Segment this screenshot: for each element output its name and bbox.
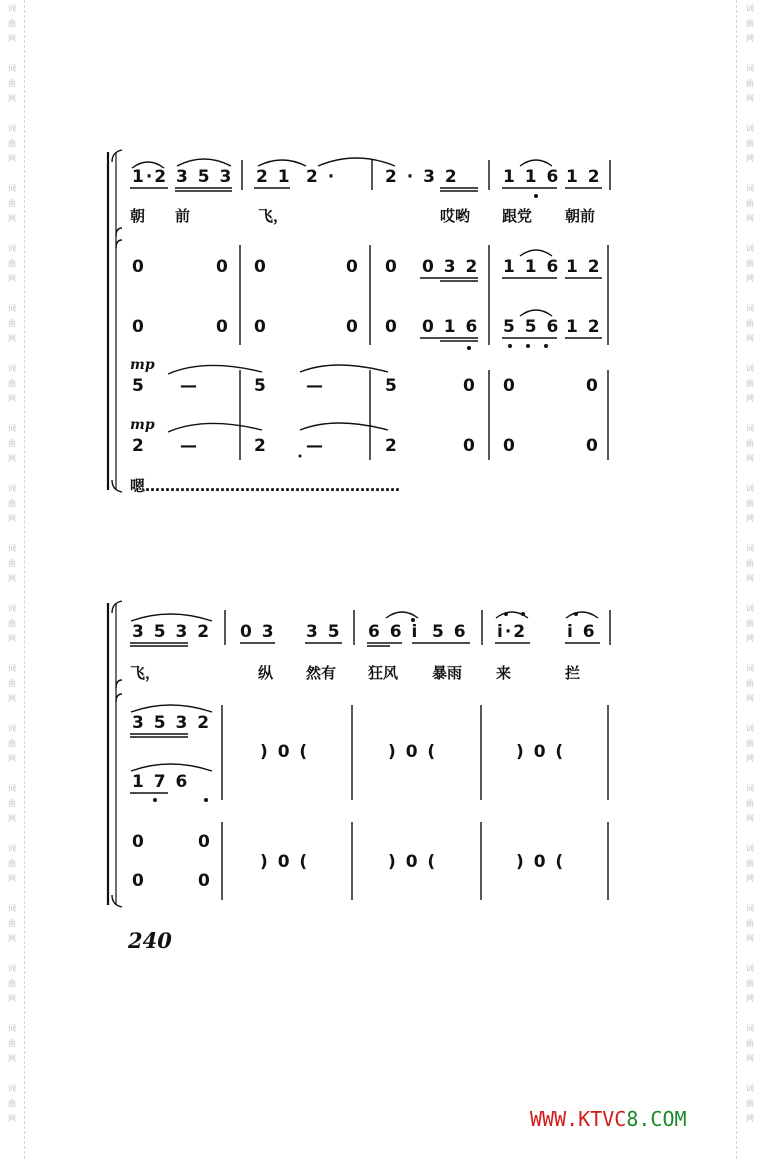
chorus-b-4: 0 (346, 317, 360, 337)
voice-note-6: 1 1 6 (503, 167, 561, 187)
s2-lower-rest-1: 0 (132, 832, 146, 852)
chorus-b-6: 0 1 6 (422, 317, 480, 337)
watermark-glyph: 词 (8, 784, 16, 793)
s2-rest-pattern-6: ) 0 ( (516, 852, 566, 872)
watermark-glyph: 曲 (8, 799, 16, 808)
hum2-rest-1: 0 (463, 436, 477, 456)
voice-note-7: 1 2 (566, 167, 602, 187)
watermark-glyph: 网 (746, 334, 754, 343)
watermark-glyph: 曲 (746, 559, 754, 568)
chorus-b-7: 5 5 6 (503, 317, 561, 337)
watermark-glyph: 曲 (8, 499, 16, 508)
watermark-glyph: 网 (8, 154, 16, 163)
watermark-glyph: 网 (8, 694, 16, 703)
s2-voice-note-3: 3 5 (306, 622, 342, 642)
s2-lower-rest-4: 0 (198, 871, 212, 891)
watermark-glyph: 曲 (8, 439, 16, 448)
s2-rest-pattern-4: ) 0 ( (260, 852, 310, 872)
watermark-glyph: 曲 (8, 1099, 16, 1108)
watermark-glyph: 词 (8, 424, 16, 433)
s2-lyric-2: 纵 (258, 664, 274, 682)
s2-upper-chord-1: 3 5 3 2 (132, 713, 212, 733)
s2-rest-pattern-5: ) 0 ( (388, 852, 438, 872)
hum1-rest-1: 0 (463, 376, 477, 396)
watermark-glyph: 网 (746, 394, 754, 403)
watermark-glyph: 词 (746, 604, 754, 613)
watermark-glyph: 曲 (8, 559, 16, 568)
watermark-glyph: 曲 (8, 259, 16, 268)
watermark-glyph: 曲 (746, 799, 754, 808)
voice-note-1: 1·2 (132, 167, 169, 187)
hum1-note-3: 5 (385, 376, 399, 396)
watermark-glyph: 网 (8, 754, 16, 763)
watermark-glyph: 网 (8, 394, 16, 403)
chorus-a-3: 0 (254, 257, 268, 277)
s2-lower-rest-3: 0 (132, 871, 146, 891)
watermark-glyph: 网 (746, 214, 754, 223)
s2-voice-note-6: i·2 (497, 622, 528, 642)
lyric-6: 朝前 (565, 207, 596, 225)
hum2-note-1: 2 (132, 436, 146, 456)
watermark-glyph: 词 (8, 364, 16, 373)
site-watermark-part2: 8.COM (626, 1107, 687, 1131)
watermark-glyph: 词 (746, 4, 754, 13)
watermark-glyph: 网 (8, 214, 16, 223)
watermark-glyph: 曲 (746, 1099, 754, 1108)
hum1-rest-3: 0 (586, 376, 600, 396)
voice-note-2: 3 5 3 (176, 167, 234, 187)
watermark-glyph: 曲 (746, 739, 754, 748)
watermark-glyph: 词 (746, 124, 754, 133)
watermark-glyph: 网 (746, 514, 754, 523)
watermark-glyph: 词 (746, 1024, 754, 1033)
watermark-glyph: 曲 (746, 259, 754, 268)
watermark-glyph: 网 (8, 874, 16, 883)
watermark-glyph: 词 (8, 244, 16, 253)
watermark-glyph: 网 (746, 274, 754, 283)
watermark-glyph: 词 (8, 64, 16, 73)
watermark-glyph: 网 (8, 334, 16, 343)
s2-rest-pattern-2: ) 0 ( (388, 742, 438, 762)
watermark-glyph: 曲 (746, 679, 754, 688)
watermark-glyph: 词 (8, 904, 16, 913)
watermark-glyph: 词 (746, 424, 754, 433)
watermark-glyph: 网 (8, 994, 16, 1003)
watermark-glyph: 网 (746, 814, 754, 823)
s2-lyric-7: 拦 (565, 664, 581, 682)
watermark-glyph: 网 (8, 34, 16, 43)
watermark-glyph: 词 (8, 4, 16, 13)
s2-voice-note-7: i 6 (567, 622, 597, 642)
s2-lyric-1: 飞， (130, 664, 161, 682)
s2-rest-pattern-3: ) 0 ( (516, 742, 566, 762)
chorus-a-1: 0 (132, 257, 146, 277)
watermark-glyph: 曲 (8, 1039, 16, 1048)
chorus-a-4: 0 (346, 257, 360, 277)
watermark-glyph: 曲 (8, 919, 16, 928)
chorus-a-2: 0 (216, 257, 230, 277)
watermark-glyph: 曲 (8, 139, 16, 148)
watermark-glyph: 词 (746, 1084, 754, 1093)
hum2-dash-1: — (180, 436, 199, 456)
watermark-glyph: 曲 (8, 379, 16, 388)
watermark-glyph: 网 (8, 814, 16, 823)
s2-lyric-4: 狂风 (368, 664, 399, 682)
watermark-glyph: 词 (746, 724, 754, 733)
watermark-glyph: 网 (8, 1114, 16, 1123)
s2-voice-note-2: 0 3 (240, 622, 276, 642)
page-number: 240 (128, 928, 172, 953)
watermark-glyph: 网 (8, 274, 16, 283)
hum1-dash-1: — (180, 376, 199, 396)
watermark-glyph: 词 (746, 64, 754, 73)
watermark-glyph: 曲 (746, 499, 754, 508)
hum2-rest-3: 0 (586, 436, 600, 456)
hum-lyric: 嗯…………………………………………… (130, 477, 401, 495)
watermark-glyph: 网 (746, 34, 754, 43)
lyric-5: 跟党 (502, 207, 533, 225)
chorus-a-6: 0 3 2 (422, 257, 480, 277)
chorus-a-8: 1 2 (566, 257, 602, 277)
chorus-b-8: 1 2 (566, 317, 602, 337)
watermark-glyph: 曲 (8, 619, 16, 628)
watermark-glyph: 曲 (746, 439, 754, 448)
watermark-glyph: 网 (8, 634, 16, 643)
watermark-glyph: 词 (8, 604, 16, 613)
lyric-3: 飞， (258, 207, 289, 225)
watermark-glyph: 词 (8, 184, 16, 193)
lyric-1: 朝 (130, 207, 146, 225)
watermark-glyph: 网 (746, 754, 754, 763)
s2-rest-pattern-1: ) 0 ( (260, 742, 310, 762)
watermark-glyph: 词 (8, 304, 16, 313)
watermark-glyph: 曲 (746, 979, 754, 988)
watermark-glyph: 词 (746, 484, 754, 493)
watermark-glyph: 词 (8, 1084, 16, 1093)
watermark-glyph: 网 (8, 514, 16, 523)
watermark-glyph: 词 (746, 784, 754, 793)
watermark-glyph: 曲 (8, 19, 16, 28)
watermark-glyph: 曲 (8, 739, 16, 748)
hum2-rest-2: 0 (503, 436, 517, 456)
watermark-glyph: 曲 (746, 19, 754, 28)
watermark-glyph: 网 (746, 1114, 754, 1123)
watermark-glyph: 曲 (746, 379, 754, 388)
watermark-glyph: 网 (746, 934, 754, 943)
watermark-glyph: 网 (746, 634, 754, 643)
watermark-glyph: 词 (8, 844, 16, 853)
watermark-glyph: 网 (746, 94, 754, 103)
watermark-glyph: 网 (8, 454, 16, 463)
hum1-note-2: 5 (254, 376, 268, 396)
watermark-glyph: 词 (746, 364, 754, 373)
watermark-glyph: 词 (746, 904, 754, 913)
site-watermark (530, 1107, 687, 1131)
s2-voice-note-1: 3 5 3 2 (132, 622, 212, 642)
s2-lyric-6: 来 (496, 664, 512, 682)
site-watermark-part1: WWW.KTVC (530, 1107, 627, 1131)
watermark-glyph: 词 (8, 124, 16, 133)
lyric-2: 前 (175, 207, 191, 225)
watermark-glyph: 网 (746, 154, 754, 163)
chorus-b-5: 0 (385, 317, 399, 337)
watermark-glyph: 网 (8, 574, 16, 583)
watermark-glyph: 曲 (8, 199, 16, 208)
watermark-glyph: 网 (746, 1054, 754, 1063)
chorus-b-2: 0 (216, 317, 230, 337)
watermark-glyph: 网 (746, 994, 754, 1003)
watermark-glyph: 网 (746, 454, 754, 463)
watermark-glyph: 词 (746, 544, 754, 553)
watermark-glyph: 词 (746, 184, 754, 193)
watermark-glyph: 曲 (8, 319, 16, 328)
watermark-glyph: 网 (8, 1054, 16, 1063)
watermark-glyph: 曲 (8, 859, 16, 868)
watermark-glyph: 词 (8, 664, 16, 673)
chorus-b-3: 0 (254, 317, 268, 337)
watermark-glyph: 曲 (746, 319, 754, 328)
voice-note-3: 2 1 (256, 167, 292, 187)
watermark-glyph: 网 (8, 934, 16, 943)
hum2-dash-2: — (306, 436, 325, 456)
watermark-glyph: 词 (746, 964, 754, 973)
watermark-glyph: 曲 (746, 199, 754, 208)
dynamic-mp-2: mp (130, 417, 155, 433)
lyric-4: 哎哟 (440, 207, 471, 225)
chorus-a-5: 0 (385, 257, 399, 277)
chorus-b-1: 0 (132, 317, 146, 337)
watermark-glyph: 曲 (8, 679, 16, 688)
watermark-glyph: 网 (8, 94, 16, 103)
voice-note-4: 2 · (306, 167, 337, 187)
watermark-glyph: 词 (8, 724, 16, 733)
s2-voice-note-5: 5 6 (432, 622, 468, 642)
s2-upper-chord-2: 1 7 6 (132, 772, 190, 792)
watermark-glyph: 词 (8, 964, 16, 973)
hum1-rest-2: 0 (503, 376, 517, 396)
hum1-note-1: 5 (132, 376, 146, 396)
watermark-glyph: 曲 (746, 919, 754, 928)
watermark-glyph: 网 (746, 574, 754, 583)
watermark-glyph: 曲 (746, 79, 754, 88)
s2-voice-note-4: 6 6 i (368, 622, 420, 642)
watermark-glyph: 曲 (8, 79, 16, 88)
chorus-a-7: 1 1 6 (503, 257, 561, 277)
watermark-glyph: 词 (8, 1024, 16, 1033)
watermark-glyph: 曲 (746, 619, 754, 628)
watermark-glyph: 曲 (746, 859, 754, 868)
hum2-note-2: 2 (254, 436, 268, 456)
voice-note-5: 2 · 3 2 (385, 167, 459, 187)
s2-lyric-5: 暴雨 (432, 664, 463, 682)
watermark-glyph: 网 (746, 874, 754, 883)
hum2-note-3: 2 (385, 436, 399, 456)
watermark-glyph: 词 (746, 664, 754, 673)
watermark-glyph: 网 (746, 694, 754, 703)
watermark-glyph: 曲 (746, 1039, 754, 1048)
watermark-glyph: 曲 (8, 979, 16, 988)
watermark-glyph: 词 (8, 484, 16, 493)
watermark-glyph: 词 (8, 544, 16, 553)
watermark-glyph: 词 (746, 844, 754, 853)
watermark-glyph: 词 (746, 244, 754, 253)
s2-lower-rest-2: 0 (198, 832, 212, 852)
watermark-glyph: 词 (746, 304, 754, 313)
watermark-glyph: 曲 (746, 139, 754, 148)
hum1-dash-2: — (306, 376, 325, 396)
s2-lyric-3: 然有 (306, 664, 337, 682)
dynamic-mp-1: mp (130, 357, 155, 373)
